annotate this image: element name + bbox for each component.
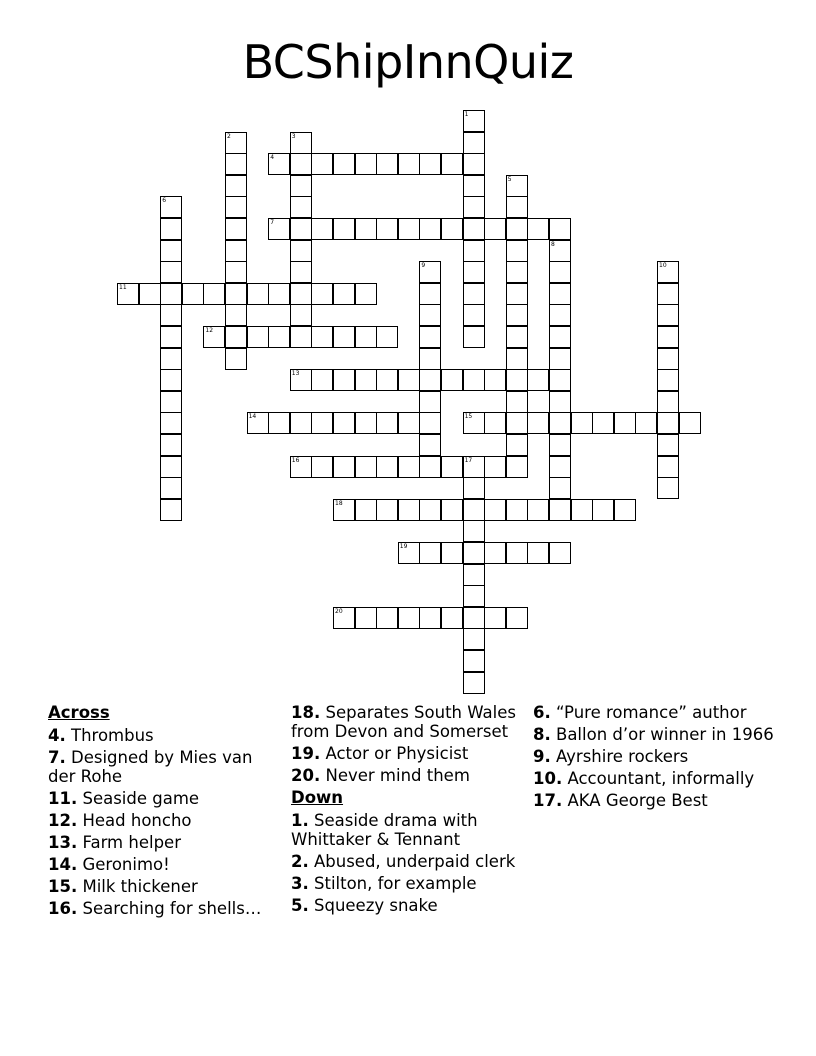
- clue-number: 8: [551, 240, 555, 248]
- across-clue: [48, 877, 280, 896]
- grid-cell[interactable]: [463, 218, 485, 240]
- grid-cell[interactable]: [333, 607, 355, 629]
- clue-number: 1: [464, 111, 469, 118]
- grid-cell[interactable]: [160, 369, 182, 391]
- grid-cell[interactable]: [419, 456, 441, 478]
- grid-cell[interactable]: [506, 434, 528, 456]
- clue-text: Designed by Mies van der Rohe: [48, 748, 253, 786]
- grid-cell[interactable]: [441, 369, 463, 391]
- clue-number: 6: [162, 197, 167, 205]
- clue-number-label: 20.: [291, 766, 321, 785]
- clue-number: 10: [659, 262, 667, 270]
- across-clue: [291, 766, 523, 785]
- grid-cell[interactable]: [419, 434, 441, 456]
- clue-number-label: 15.: [48, 877, 78, 896]
- clue-text: Ballon d’or winner in 1966: [550, 725, 774, 744]
- down-clue: [291, 896, 523, 915]
- grid-cell[interactable]: [311, 153, 333, 175]
- grid-cell[interactable]: [333, 153, 355, 175]
- grid-cell[interactable]: [419, 218, 441, 240]
- grid-cell[interactable]: [225, 132, 247, 154]
- clue-text: Never mind them: [320, 766, 470, 785]
- grid-cell[interactable]: [506, 348, 528, 370]
- clue-number: 7: [270, 219, 275, 226]
- grid-cell[interactable]: [484, 499, 506, 521]
- grid-cell[interactable]: [506, 175, 528, 197]
- grid-cell[interactable]: [376, 218, 398, 240]
- down-clue-list: [291, 811, 523, 915]
- clue-text: Milk thickener: [77, 877, 198, 896]
- grid-cell[interactable]: [657, 456, 679, 478]
- grid-cell[interactable]: [419, 304, 441, 326]
- grid-cell[interactable]: [160, 456, 182, 478]
- grid-cell[interactable]: [268, 218, 290, 240]
- grid-cell[interactable]: [506, 240, 528, 262]
- clue-number-label: 7.: [48, 748, 66, 767]
- grid-cell[interactable]: [333, 499, 355, 521]
- grid-cell[interactable]: [527, 499, 549, 521]
- grid-cell[interactable]: [398, 499, 420, 521]
- grid-cell[interactable]: [657, 348, 679, 370]
- clue-text: Geronimo!: [77, 855, 170, 874]
- grid-cell[interactable]: [484, 369, 506, 391]
- across-clue-list-continued: [291, 703, 523, 785]
- grid-cell[interactable]: [376, 412, 398, 434]
- grid-cell[interactable]: [419, 326, 441, 348]
- grid-cell[interactable]: [571, 499, 593, 521]
- grid-cell[interactable]: [592, 499, 614, 521]
- grid-cell[interactable]: [463, 240, 485, 262]
- grid-cell[interactable]: [463, 175, 485, 197]
- clue-number: 15: [464, 413, 473, 421]
- clue-number-label: 8.: [533, 725, 551, 744]
- grid-cell[interactable]: [463, 564, 485, 586]
- grid-cell[interactable]: [463, 412, 485, 434]
- grid-cell[interactable]: [419, 499, 441, 521]
- grid-cell[interactable]: [549, 412, 571, 434]
- across-clue: [48, 833, 280, 852]
- grid-cell[interactable]: [441, 218, 463, 240]
- grid-cell[interactable]: [463, 456, 485, 478]
- across-clue: [48, 748, 280, 786]
- grid-cell[interactable]: [484, 412, 506, 434]
- grid-cell[interactable]: [333, 456, 355, 478]
- grid-cell[interactable]: [419, 412, 441, 434]
- grid-cell[interactable]: [355, 369, 377, 391]
- grid-cell[interactable]: [355, 499, 377, 521]
- grid-cell[interactable]: [247, 412, 269, 434]
- grid-cell[interactable]: [549, 456, 571, 478]
- grid-cell[interactable]: [355, 326, 377, 348]
- grid-cell[interactable]: [419, 542, 441, 564]
- clue-number: 19: [399, 543, 408, 550]
- grid-cell[interactable]: [506, 196, 528, 218]
- grid-cell[interactable]: [463, 628, 485, 650]
- grid-cell[interactable]: [160, 240, 182, 262]
- grid-cell[interactable]: [160, 391, 182, 413]
- grid-cell[interactable]: [290, 196, 312, 218]
- grid-cell[interactable]: [376, 369, 398, 391]
- grid-cell[interactable]: [441, 153, 463, 175]
- grid-cell[interactable]: [398, 607, 420, 629]
- grid-cell[interactable]: [614, 499, 636, 521]
- clue-number-label: 18.: [291, 703, 321, 722]
- grid-cell[interactable]: [419, 283, 441, 305]
- grid-cell[interactable]: [506, 412, 528, 434]
- grid-cell[interactable]: [419, 153, 441, 175]
- clue-text: Separates South Wales from Devon and Somerset: [291, 703, 516, 741]
- clue-number-label: 9.: [533, 747, 551, 766]
- grid-cell[interactable]: [527, 218, 549, 240]
- grid-cell[interactable]: [311, 412, 333, 434]
- grid-cell[interactable]: [506, 304, 528, 326]
- down-clue: [533, 703, 783, 722]
- grid-cell[interactable]: [506, 542, 528, 564]
- grid-cell[interactable]: [398, 456, 420, 478]
- clue-number: 13: [291, 370, 300, 378]
- puzzle-title: BCShipInnQuiz: [242, 35, 574, 89]
- across-clue: [48, 855, 280, 874]
- grid-cell[interactable]: [463, 672, 485, 694]
- grid-cell[interactable]: [355, 607, 377, 629]
- grid-cell[interactable]: [290, 326, 312, 348]
- clues-column-3: [533, 703, 783, 813]
- grid-cell[interactable]: [311, 326, 333, 348]
- grid-cell[interactable]: [160, 434, 182, 456]
- grid-cell[interactable]: [463, 477, 485, 499]
- clue-text: Abused, underpaid clerk: [308, 852, 516, 871]
- grid-cell[interactable]: [160, 196, 182, 218]
- grid-cell[interactable]: [463, 110, 485, 132]
- grid-cell[interactable]: [225, 218, 247, 240]
- grid-cell[interactable]: [268, 153, 290, 175]
- grid-cell[interactable]: [506, 607, 528, 629]
- grid-cell[interactable]: [506, 391, 528, 413]
- grid-cell[interactable]: [160, 348, 182, 370]
- grid-cell[interactable]: [311, 369, 333, 391]
- grid-cell[interactable]: [290, 132, 312, 154]
- clue-text: Seaside drama with Whittaker & Tennant: [291, 811, 478, 849]
- grid-cell[interactable]: [657, 412, 679, 434]
- clue-number-label: 13.: [48, 833, 78, 852]
- grid-cell[interactable]: [549, 304, 571, 326]
- grid-cell[interactable]: [117, 283, 139, 305]
- grid-cell[interactable]: [527, 412, 549, 434]
- grid-cell[interactable]: [657, 326, 679, 348]
- across-clue: [48, 811, 280, 830]
- across-clue: [48, 789, 280, 808]
- grid-cell[interactable]: [160, 499, 182, 521]
- grid-cell[interactable]: [463, 196, 485, 218]
- grid-cell[interactable]: [290, 412, 312, 434]
- clue-number: 5: [507, 175, 512, 183]
- clue-number-label: 17.: [533, 791, 563, 810]
- down-clue: [533, 791, 783, 810]
- grid-cell[interactable]: [225, 153, 247, 175]
- clue-text: AKA George Best: [562, 791, 708, 810]
- grid-cell[interactable]: [268, 412, 290, 434]
- clue-text: Squeezy snake: [308, 896, 438, 915]
- down-clue-list-continued: [533, 703, 783, 810]
- grid-cell[interactable]: [549, 218, 571, 240]
- down-clue: [533, 769, 783, 788]
- grid-cell[interactable]: [441, 542, 463, 564]
- grid-cell[interactable]: [463, 153, 485, 175]
- grid-cell[interactable]: [549, 326, 571, 348]
- grid-cell[interactable]: [160, 326, 182, 348]
- grid-cell[interactable]: [463, 261, 485, 283]
- grid-cell[interactable]: [398, 153, 420, 175]
- grid-cell[interactable]: [182, 283, 204, 305]
- down-clue: [291, 811, 523, 849]
- grid-cell[interactable]: [290, 175, 312, 197]
- clue-number: 3: [291, 132, 296, 140]
- grid-cell[interactable]: [549, 369, 571, 391]
- clue-number-label: 1.: [291, 811, 309, 830]
- grid-cell[interactable]: [376, 499, 398, 521]
- clue-number-label: 12.: [48, 811, 78, 830]
- grid-cell[interactable]: [355, 153, 377, 175]
- clues-column-2: [291, 703, 523, 918]
- grid-cell[interactable]: [225, 261, 247, 283]
- grid-cell[interactable]: [290, 369, 312, 391]
- clue-number-label: 4.: [48, 726, 66, 745]
- grid-cell[interactable]: [225, 348, 247, 370]
- grid-cell[interactable]: [549, 542, 571, 564]
- grid-cell[interactable]: [614, 412, 636, 434]
- across-clue: [48, 726, 280, 745]
- grid-cell[interactable]: [463, 542, 485, 564]
- clue-number-label: 16.: [48, 899, 78, 918]
- grid-cell[interactable]: [463, 304, 485, 326]
- grid-cell[interactable]: [592, 412, 614, 434]
- grid-cell[interactable]: [463, 499, 485, 521]
- grid-cell[interactable]: [419, 261, 441, 283]
- clue-number-label: 5.: [291, 896, 309, 915]
- clue-number-label: 14.: [48, 855, 78, 874]
- grid-cell[interactable]: [290, 261, 312, 283]
- grid-cell[interactable]: [160, 283, 182, 305]
- across-clue: [291, 703, 523, 741]
- grid-cell[interactable]: [463, 283, 485, 305]
- grid-cell[interactable]: [290, 153, 312, 175]
- grid-cell[interactable]: [657, 391, 679, 413]
- clue-text: “Pure romance” author: [550, 703, 747, 722]
- grid-cell[interactable]: [268, 326, 290, 348]
- down-clue: [533, 725, 783, 744]
- clue-text: Farm helper: [77, 833, 181, 852]
- grid-cell[interactable]: [160, 218, 182, 240]
- clue-text: Stilton, for example: [308, 874, 477, 893]
- grid-cell[interactable]: [160, 477, 182, 499]
- grid-cell[interactable]: [484, 218, 506, 240]
- clues-column-1: [48, 703, 280, 921]
- clue-number-label: 3.: [291, 874, 309, 893]
- grid-cell[interactable]: [355, 412, 377, 434]
- grid-cell[interactable]: [484, 456, 506, 478]
- grid-cell[interactable]: [160, 304, 182, 326]
- grid-cell[interactable]: [290, 240, 312, 262]
- clue-number: 12: [205, 327, 214, 334]
- clue-number: 2: [227, 132, 231, 140]
- grid-cell[interactable]: [527, 369, 549, 391]
- clue-number: 20: [335, 607, 343, 615]
- grid-cell[interactable]: [506, 261, 528, 283]
- across-clue: [48, 899, 280, 918]
- clue-number-label: 11.: [48, 789, 78, 808]
- grid-cell[interactable]: [398, 369, 420, 391]
- grid-cell[interactable]: [247, 283, 269, 305]
- clue-text: Thrombus: [65, 726, 154, 745]
- grid-cell[interactable]: [398, 542, 420, 564]
- clue-text: Ayrshire rockers: [550, 747, 689, 766]
- grid-cell[interactable]: [225, 283, 247, 305]
- grid-cell[interactable]: [290, 456, 312, 478]
- grid-cell[interactable]: [376, 607, 398, 629]
- grid-cell[interactable]: [657, 283, 679, 305]
- clue-number: 4: [270, 154, 275, 162]
- grid-cell[interactable]: [463, 369, 485, 391]
- grid-cell[interactable]: [160, 261, 182, 283]
- grid-cell[interactable]: [635, 412, 657, 434]
- clue-number: 14: [248, 413, 257, 421]
- clue-text: Actor or Physicist: [320, 744, 469, 763]
- grid-cell[interactable]: [463, 132, 485, 154]
- clue-number-label: 19.: [291, 744, 321, 763]
- grid-cell[interactable]: [225, 240, 247, 262]
- clue-number: 16: [291, 456, 300, 464]
- grid-cell[interactable]: [549, 283, 571, 305]
- grid-cell[interactable]: [376, 456, 398, 478]
- grid-cell[interactable]: [247, 326, 269, 348]
- grid-cell[interactable]: [333, 218, 355, 240]
- grid-cell[interactable]: [203, 283, 225, 305]
- grid-cell[interactable]: [506, 283, 528, 305]
- grid-cell[interactable]: [160, 412, 182, 434]
- grid-cell[interactable]: [398, 218, 420, 240]
- grid-cell[interactable]: [290, 283, 312, 305]
- grid-cell[interactable]: [355, 218, 377, 240]
- grid-cell[interactable]: [225, 196, 247, 218]
- grid-cell[interactable]: [506, 326, 528, 348]
- grid-cell[interactable]: [419, 369, 441, 391]
- grid-cell[interactable]: [311, 283, 333, 305]
- grid-cell[interactable]: [549, 499, 571, 521]
- grid-cell[interactable]: [333, 412, 355, 434]
- grid-cell[interactable]: [355, 283, 377, 305]
- grid-cell[interactable]: [376, 326, 398, 348]
- grid-cell[interactable]: [376, 153, 398, 175]
- grid-cell[interactable]: [203, 326, 225, 348]
- grid-cell[interactable]: [225, 175, 247, 197]
- grid-cell[interactable]: [506, 499, 528, 521]
- down-clue: [291, 852, 523, 871]
- grid-cell[interactable]: [333, 283, 355, 305]
- grid-cell[interactable]: [355, 456, 377, 478]
- grid-cell[interactable]: [441, 456, 463, 478]
- grid-cell[interactable]: [506, 218, 528, 240]
- grid-cell[interactable]: [225, 326, 247, 348]
- grid-cell[interactable]: [571, 412, 593, 434]
- grid-cell[interactable]: [290, 304, 312, 326]
- across-clue-list: [48, 726, 280, 918]
- grid-cell[interactable]: [484, 607, 506, 629]
- grid-cell[interactable]: [441, 607, 463, 629]
- grid-cell[interactable]: [549, 391, 571, 413]
- grid-cell[interactable]: [311, 456, 333, 478]
- clue-number: 17: [464, 456, 473, 464]
- grid-cell[interactable]: [290, 218, 312, 240]
- across-clue: [291, 744, 523, 763]
- clue-number-label: 6.: [533, 703, 551, 722]
- grid-cell[interactable]: [463, 650, 485, 672]
- grid-cell[interactable]: [419, 391, 441, 413]
- grid-cell[interactable]: [549, 348, 571, 370]
- grid-cell[interactable]: [463, 607, 485, 629]
- clue-number: 18: [335, 499, 343, 507]
- clue-number: 9: [421, 262, 426, 270]
- grid-cell[interactable]: [333, 369, 355, 391]
- grid-cell[interactable]: [463, 326, 485, 348]
- grid-cell[interactable]: [139, 283, 161, 305]
- grid-cell[interactable]: [679, 412, 701, 434]
- clue-text: Accountant, informally: [562, 769, 755, 788]
- clue-number: 11: [119, 283, 127, 291]
- grid-cell[interactable]: [463, 585, 485, 607]
- down-clue: [291, 874, 523, 893]
- grid-cell[interactable]: [657, 434, 679, 456]
- clue-number-label: 10.: [533, 769, 563, 788]
- grid-cell[interactable]: [549, 261, 571, 283]
- grid-cell[interactable]: [419, 348, 441, 370]
- grid-cell[interactable]: [463, 520, 485, 542]
- down-clue: [533, 747, 783, 766]
- grid-cell[interactable]: [657, 304, 679, 326]
- grid-cell[interactable]: [549, 434, 571, 456]
- grid-cell[interactable]: [657, 261, 679, 283]
- grid-cell[interactable]: [333, 326, 355, 348]
- clue-text: Head honcho: [77, 811, 192, 830]
- grid-cell[interactable]: [484, 542, 506, 564]
- grid-cell[interactable]: [398, 412, 420, 434]
- clue-text: Seaside game: [77, 789, 200, 808]
- grid-cell[interactable]: [657, 477, 679, 499]
- grid-cell[interactable]: [549, 477, 571, 499]
- grid-cell[interactable]: [311, 218, 333, 240]
- grid-cell[interactable]: [506, 456, 528, 478]
- down-heading: Down: [291, 788, 344, 807]
- grid-cell[interactable]: [419, 607, 441, 629]
- grid-cell[interactable]: [506, 369, 528, 391]
- grid-cell[interactable]: [225, 304, 247, 326]
- across-heading: Across: [48, 703, 110, 722]
- clue-number-label: 2.: [291, 852, 309, 871]
- clue-text: Searching for shells…: [77, 899, 262, 918]
- grid-cell[interactable]: [527, 542, 549, 564]
- grid-cell[interactable]: [268, 283, 290, 305]
- grid-cell[interactable]: [657, 369, 679, 391]
- grid-cell[interactable]: [549, 240, 571, 262]
- grid-cell[interactable]: [441, 499, 463, 521]
